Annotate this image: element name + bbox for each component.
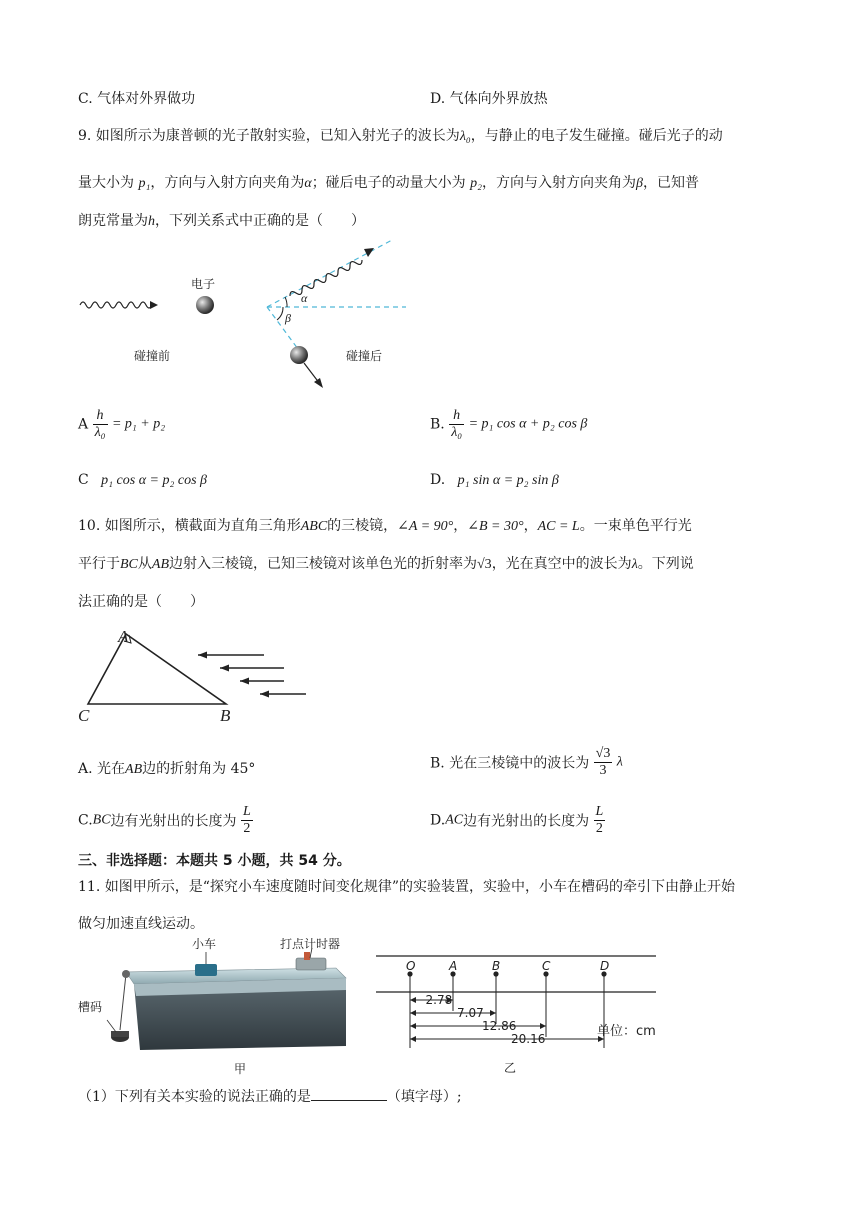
tape-marks xyxy=(406,959,609,1048)
q10-text: 。下列说 xyxy=(637,556,694,572)
q9-option-d xyxy=(430,472,559,489)
q10-text: C. xyxy=(78,812,93,829)
tape-label-B: B xyxy=(492,959,501,973)
q10-sqrt3: √3 xyxy=(477,557,492,572)
vertex-a-label: A xyxy=(118,627,129,646)
q10-text: 的三棱镜， xyxy=(327,518,398,534)
q10-ac: AC = L xyxy=(537,519,580,534)
q10-text: ，光在真空中的波长为 xyxy=(491,556,632,572)
q10-option-a xyxy=(78,758,255,778)
q10-option-c xyxy=(78,804,253,837)
option-label: C xyxy=(78,472,89,488)
q10-text: 。一束单色平行光 xyxy=(579,518,692,534)
arrowhead-icon xyxy=(314,378,323,388)
option-label: D. xyxy=(430,472,446,488)
arrowhead-icon xyxy=(540,1023,546,1029)
q10-text: 边的折射角为 45° xyxy=(142,761,256,777)
electron-after-icon xyxy=(290,346,308,364)
label-weight: 槽码 xyxy=(78,1000,103,1014)
incident-rays xyxy=(198,655,306,694)
pulley-icon xyxy=(122,970,130,978)
q9-option-c-expr: p₁ cos α = p₂ cos β xyxy=(101,473,207,488)
q9-stem-line-3 xyxy=(78,211,788,232)
q8-option-d: D. 气体向外界放热 xyxy=(430,91,548,107)
frac-num: L xyxy=(243,804,251,819)
q9-p1: p₁ xyxy=(138,176,151,191)
fraction xyxy=(594,746,613,779)
q10-stem-line-1: 10. 如图所示，横截面为直角三角形ABC的三棱镜，∠A = 90°，∠B = 30°，AC = L。一束单色平行光 xyxy=(78,518,692,534)
arrowhead-icon xyxy=(150,301,158,309)
arrowhead-icon xyxy=(410,1023,416,1029)
q11-tape-figure xyxy=(370,948,680,1078)
label-after: 碰撞后 xyxy=(346,349,383,363)
q10-text: D. xyxy=(430,812,446,829)
frac-den: λ₀ xyxy=(451,425,463,440)
fraction xyxy=(241,804,253,837)
q10-text: B. 光在三棱镜中的波长为 xyxy=(430,755,590,772)
q9-text: ，方向与入射方向夹角为 xyxy=(482,175,637,191)
string xyxy=(120,974,126,1030)
label-cart: 小车 xyxy=(192,938,217,951)
answer-blank[interactable] xyxy=(311,1087,387,1101)
q11-sub1 xyxy=(78,1086,462,1106)
electron-before-icon xyxy=(196,296,214,314)
arrowhead-icon xyxy=(490,1010,496,1016)
q10-bc: BC xyxy=(92,812,111,828)
section-3-title: 三、非选择题：本题共 5 小题，共 54 分。 xyxy=(78,853,351,869)
q9-p2: p₂ xyxy=(470,176,483,191)
q10-stem-line-3: 法正确的是（ ） xyxy=(78,594,204,610)
q9-text: ，方向与入射方向夹角为 xyxy=(150,175,305,191)
caption-yi: 乙 xyxy=(504,1061,517,1075)
q10-text: A. 光在 xyxy=(78,761,126,777)
q11-sub1-tail: （填字母）; xyxy=(386,1089,462,1105)
q10-ab: AB xyxy=(125,762,143,777)
q9-option-a-expr: = p₁ + p₂ xyxy=(111,416,166,432)
frac-den: 3 xyxy=(599,763,607,778)
arrowhead-icon xyxy=(410,997,416,1003)
q10-option-d xyxy=(430,804,605,837)
q9-h: h xyxy=(148,214,155,229)
vertex-c-label: C xyxy=(78,706,90,724)
caption-jia: 甲 xyxy=(234,1062,247,1076)
q10-text: 10. 如图所示，横截面为直角三角形 xyxy=(78,518,301,534)
label-electron: 电子 xyxy=(191,277,216,291)
q10-bc: BC xyxy=(120,557,138,572)
frac-num: h xyxy=(449,408,464,425)
q10-angle-a: ∠A = 90° xyxy=(397,519,454,534)
q10-lambda: λ xyxy=(631,557,638,572)
incident-photon-wave-icon xyxy=(80,302,152,308)
q9-text: ，下列关系式中正确的是（ ） xyxy=(155,213,365,229)
label-timer: 打点计时器 xyxy=(280,938,341,951)
q10-stem-line-2 xyxy=(78,554,788,575)
q9-text: ，与静止的电子发生碰撞。碰后光子的动 xyxy=(470,128,723,144)
tape-label-A: A xyxy=(449,959,458,973)
q10-text: 平行于 xyxy=(78,556,120,572)
q9-option-a xyxy=(78,408,165,441)
cart-icon xyxy=(195,964,217,976)
label-beta: β xyxy=(285,311,291,325)
distance-label-3: 12.86 xyxy=(482,1019,517,1033)
q10-text: 从 xyxy=(137,556,152,572)
arrowhead-icon xyxy=(410,1010,416,1016)
q10-abc: ABC xyxy=(300,519,328,534)
tape-label-D: D xyxy=(600,959,610,973)
q9-option-b-expr: = p₁ cos α + p₂ cos β xyxy=(468,416,588,432)
q9-option-b xyxy=(430,408,587,441)
q10-text: 边有光射出的长度为 xyxy=(463,813,590,830)
q9-compton-figure xyxy=(74,236,414,396)
q11-sub1-text: （1）下列有关本实验的说法正确的是 xyxy=(78,1089,311,1105)
fraction xyxy=(93,408,108,441)
q10-text: 边有光射出的长度为 xyxy=(110,813,237,830)
label-before: 碰撞前 xyxy=(134,349,171,363)
q9-stem-line-1 xyxy=(78,126,788,147)
frac-num: h xyxy=(93,408,108,425)
fraction xyxy=(594,804,606,837)
fraction xyxy=(449,408,464,441)
q10-angle-b: ∠B = 30° xyxy=(467,519,524,534)
distance-label-1: 2.78 xyxy=(425,993,453,1007)
q10-option-b xyxy=(430,746,623,779)
frac-num: L xyxy=(595,804,604,819)
frac-den: 2 xyxy=(243,821,251,836)
q8-option-c: C. 气体对外界做功 xyxy=(78,91,196,107)
frac-den: 2 xyxy=(595,821,603,836)
option-label: B. xyxy=(430,416,445,433)
unit-label: 单位：cm xyxy=(597,1024,656,1039)
frac-num: √3 xyxy=(595,746,611,761)
vertex-b-label: B xyxy=(220,706,231,724)
q11-apparatus-figure xyxy=(74,938,364,1078)
distance-label-4: 20.16 xyxy=(511,1032,546,1046)
q10-prism-figure xyxy=(74,624,314,724)
q9-text: ，已知普 xyxy=(643,175,699,191)
ray-arrowheads-icon xyxy=(198,652,269,698)
q9-text: 9. 如图所示为康普顿的光子散射实验，已知入射光子的波长为 xyxy=(78,128,460,144)
arrowhead-icon xyxy=(364,248,374,257)
q9-text: 量大小为 xyxy=(78,175,134,191)
q9-option-d-expr: p₁ sin α = p₂ sin β xyxy=(457,473,559,488)
q9-beta: β xyxy=(636,176,643,191)
q9-lambda0: λ₀ xyxy=(459,129,471,144)
q9-stem-line-2 xyxy=(78,173,788,194)
q9-alpha: α xyxy=(304,176,312,191)
ticker-timer-icon xyxy=(296,958,326,970)
prism-triangle xyxy=(88,634,226,704)
q10-ab: AB xyxy=(151,557,169,572)
q9-text: ；碰后电子的动量大小为 xyxy=(311,175,466,191)
label-alpha: α xyxy=(301,291,308,305)
distance-label-2: 7.07 xyxy=(457,1006,484,1020)
frac-den: λ₀ xyxy=(94,425,106,440)
q10-ac: AC xyxy=(445,812,464,828)
tape-label-O: O xyxy=(406,959,416,973)
q10-lambda: λ xyxy=(616,754,623,770)
q10-text: 边射入三棱镜，已知三棱镜对该单色光的折射率为 xyxy=(169,556,477,572)
q9-text: 朗克常量为 xyxy=(78,213,148,229)
option-label: A xyxy=(78,416,89,433)
tape-label-C: C xyxy=(542,959,551,973)
arrowhead-icon xyxy=(410,1036,416,1042)
q11-stem-line-1: 11. 如图甲所示，是“探究小车速度随时间变化规律”的实验装置，实验中，小车在槽码的牵引下由静止开始 xyxy=(78,879,736,895)
q11-stem-line-2: 做匀加速直线运动。 xyxy=(78,916,204,932)
q9-option-c xyxy=(78,472,207,489)
